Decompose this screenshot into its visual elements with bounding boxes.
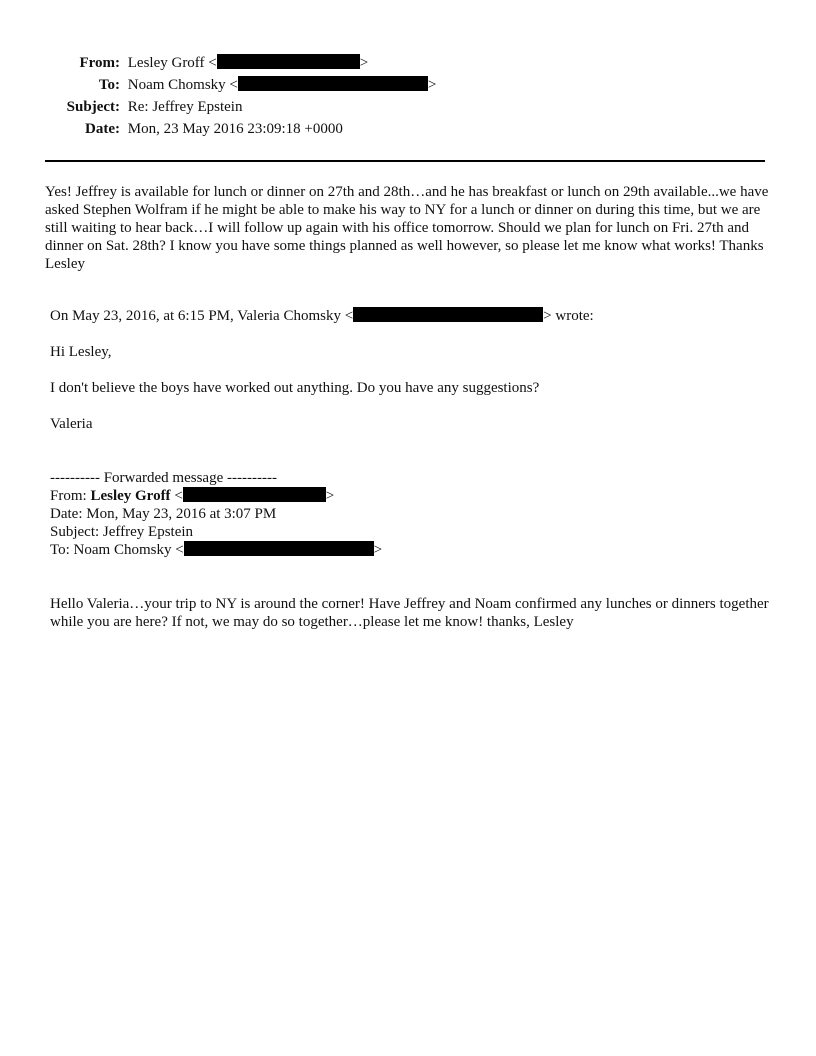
- redaction-box: [217, 54, 360, 69]
- quoted-body: I don't believe the boys have worked out anything. Do you have any suggestions?: [50, 380, 540, 396]
- quoted-signoff: Valeria: [50, 416, 93, 432]
- redaction-box: [238, 76, 428, 91]
- header-divider: [45, 160, 765, 162]
- redaction-box: [183, 487, 326, 502]
- forwarded-body: Hello Valeria…your trip to NY is around the corner! Have Jeffrey and Noam confirmed any lunches or dinners together while you are here? If not, we may do so together…please let me know! thanks, Lesley: [50, 596, 769, 630]
- redaction-box: [184, 541, 374, 556]
- forwarded-subject: Subject: Jeffrey Epstein: [50, 524, 194, 540]
- quoted-greeting: Hi Lesley,: [50, 344, 112, 360]
- from-label: From:: [79, 55, 120, 71]
- quoted-attribution: On May 23, 2016, at 6:15 PM, Valeria Chomsky < > wrote:: [50, 308, 594, 324]
- header-to: [40, 74, 436, 96]
- subject-label: Subject:: [66, 99, 120, 115]
- forwarded-divider: ---------- Forwarded message ----------: [50, 470, 277, 486]
- to-value: Noam Chomsky < >: [127, 77, 437, 93]
- redaction-box: [353, 307, 543, 322]
- forwarded-to: To: Noam Chomsky < >: [50, 542, 383, 558]
- date-value: Mon, 23 May 2016 23:09:18 +0000: [127, 121, 343, 137]
- from-value: Lesley Groff < >: [127, 55, 369, 71]
- forwarded-from-name: Lesley Groff: [90, 488, 171, 504]
- header-subject: [40, 96, 242, 118]
- forwarded-from: From: Lesley Groff < >: [50, 488, 335, 504]
- date-label: Date:: [85, 121, 120, 137]
- subject-value: Re: Jeffrey Epstein: [127, 99, 243, 115]
- header-date: [40, 118, 343, 140]
- header-from: [40, 52, 368, 74]
- to-label: To:: [98, 77, 120, 93]
- forwarded-date: Date: Mon, May 23, 2016 at 3:07 PM: [50, 506, 277, 522]
- reply-body: Yes! Jeffrey is available for lunch or dinner on 27th and 28th…and he has breakfast or lunch on 29th available...we have asked Stephen Wolfram if he might be able to make his way to NY for a lunch or dinner on during this time, but we are still waiting to hear back…I will follow up again with his office tomorrow. Should we plan for lunch on Fri. 27th and dinner on Sat. 28th? I know you have some things planned as well however, so please let me know what works! Thanks Lesley: [45, 184, 769, 272]
